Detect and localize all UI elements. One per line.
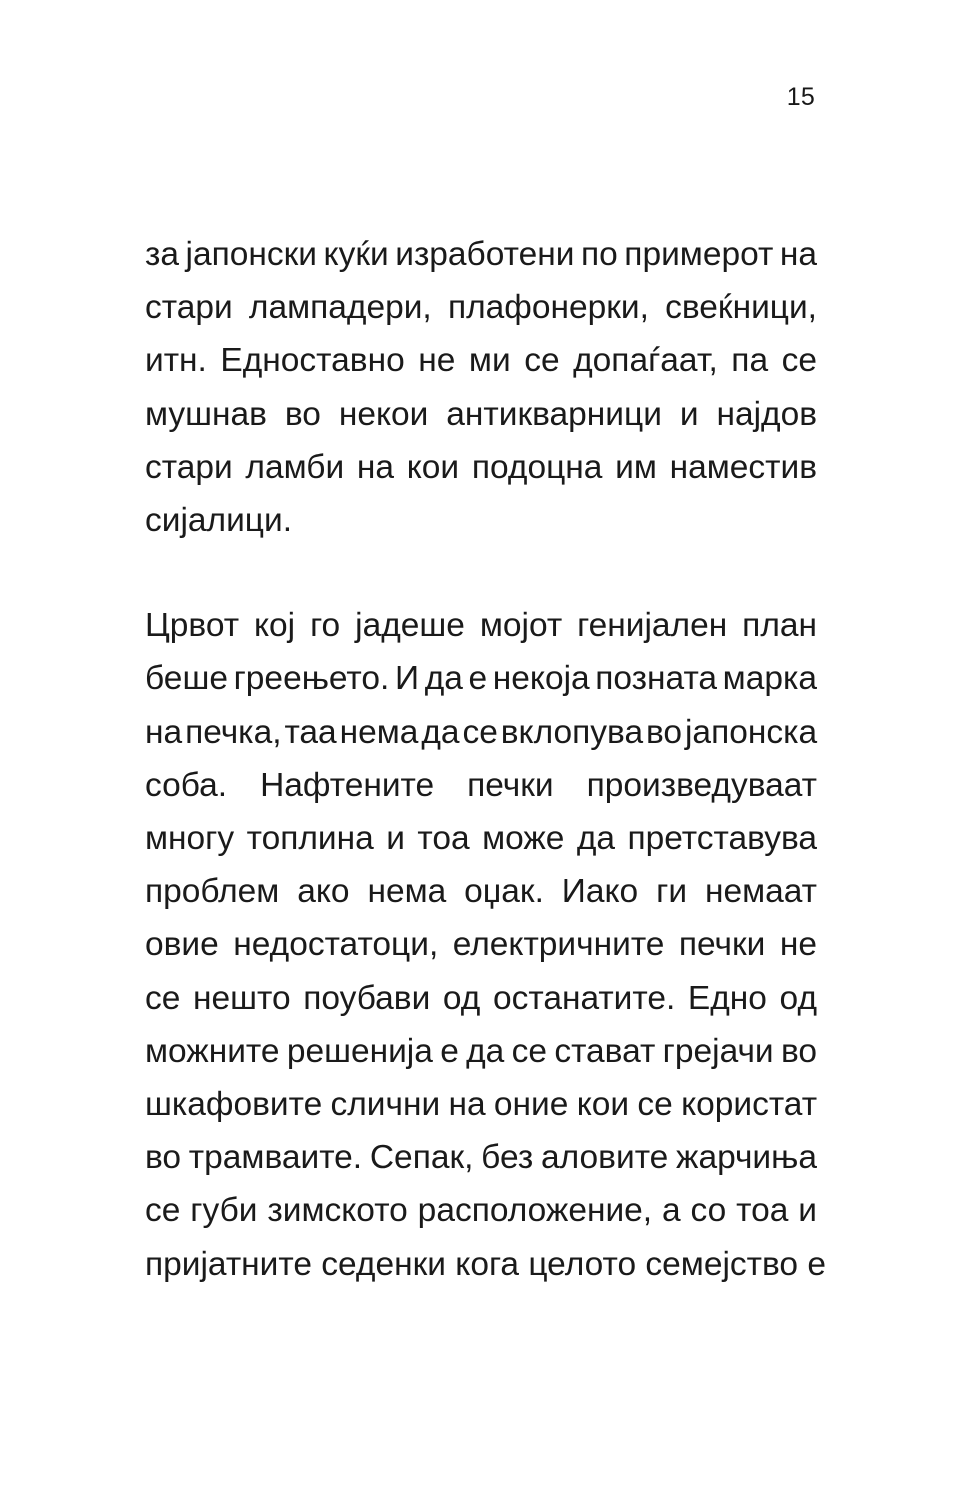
text-line: мушнав во некои антикварници и најдов [145,395,817,433]
text-line: беше греењето. И да е некоја позната марка [145,660,817,698]
text-line: Црвот кој го јадеше мојот генијален план [145,607,817,645]
text-line: многу топлина и тоа може да претставува [145,820,817,858]
body-text-block [145,228,826,1291]
text-line: за јапонски куќи изработени по примерот на [145,236,817,273]
text-line: соба. Нафтените печки произведуваат [145,766,817,804]
text-line: овие недостатоци, електричните печки не [145,926,817,964]
text-line: итн. Едноставно не ми се допаѓаат, па се [145,342,817,380]
text-line: проблем ако нема оџак. Иако ги немаат [145,873,817,911]
text-line: се губи зимското расположение, а со тоа и [145,1192,817,1230]
text-line: во трамваите. Сепак, без аловите жарчиња [145,1139,817,1177]
page-number: 15 [786,83,815,111]
text-line: стари ламби на кои подоцна им наместив [145,448,817,486]
text-line: шкафовите слични на оние кои се користат [145,1086,818,1124]
text-line: можните решенија е да се стават грејачи во [145,1032,817,1070]
text-line: стари лампадери, плафонерки, свеќници, [145,289,817,327]
text-line: пријатните седенки кога целото семејство е [145,1245,826,1283]
paragraph-2 [145,599,826,1291]
paragraph-1 [145,228,817,547]
text-line: сијалици. [145,502,293,540]
text-line: на печка, таа нема да се вклопува во јапонска [145,713,818,751]
text-line: се нешто поубави од останатите. Едно од [145,979,817,1017]
